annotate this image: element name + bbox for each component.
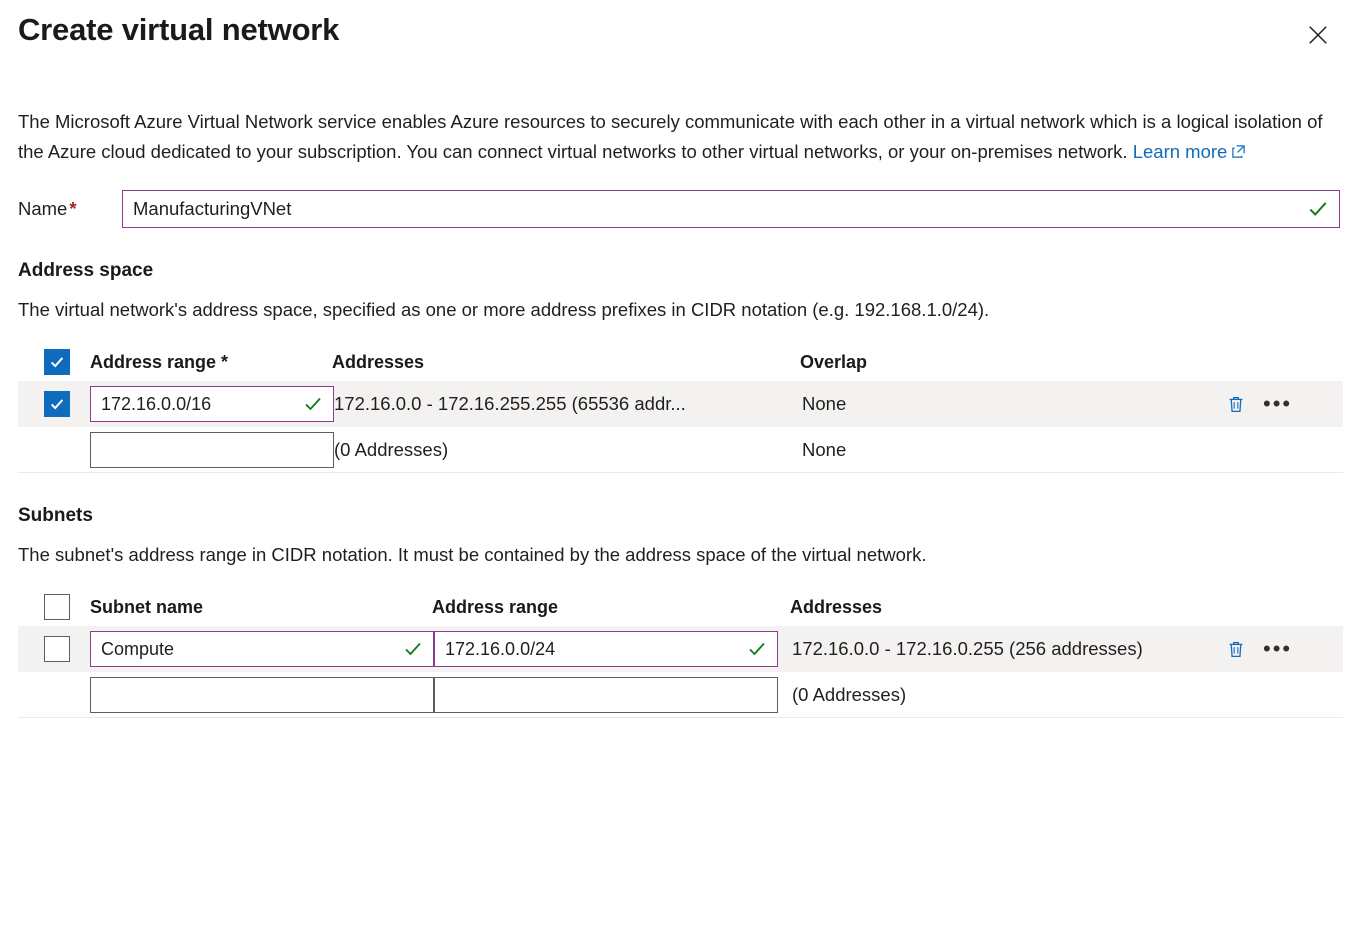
row-select-cell	[18, 391, 74, 417]
checkmark-icon	[747, 639, 777, 659]
subnet-range-field-wrapper[interactable]	[434, 631, 778, 667]
subnets-description: The subnet's address range in CIDR notation. It must be contained by the address space of the virtual network.	[18, 544, 927, 565]
checkmark-icon	[1307, 198, 1339, 220]
subnet-range-input[interactable]	[435, 632, 747, 666]
address-range-input[interactable]	[91, 387, 303, 421]
name-label	[18, 198, 122, 220]
name-row	[18, 190, 1345, 228]
table-row	[18, 381, 1343, 427]
address-range-row-checkbox[interactable]	[44, 391, 70, 417]
address-range-field-wrapper[interactable]	[90, 386, 334, 422]
checkmark-icon	[303, 394, 333, 414]
subnets-select-all-checkbox[interactable]	[44, 594, 70, 620]
column-header-addresses: Addresses	[332, 351, 425, 372]
name-field-wrapper[interactable]	[122, 190, 1340, 228]
subnets-table	[18, 588, 1343, 718]
address-range-cell	[74, 386, 334, 422]
name-input[interactable]	[123, 191, 1307, 227]
table-row	[18, 427, 1343, 473]
overlap-value: None	[802, 393, 847, 414]
learn-more-label: Learn more	[1132, 141, 1228, 162]
subnets-heading: Subnets	[18, 505, 93, 526]
panel-header	[18, 0, 1345, 52]
row-actions	[1223, 636, 1343, 662]
checkmark-icon	[403, 639, 433, 659]
row-actions	[1223, 391, 1343, 417]
column-header-subnet-address-range: Address range	[432, 596, 559, 617]
addresses-value: (0 Addresses)	[334, 438, 449, 460]
subnet-name-input-empty[interactable]	[91, 678, 433, 712]
column-header-overlap: Overlap	[800, 351, 868, 372]
column-header-subnet-name: Subnet name	[90, 596, 204, 617]
subnet-address-range-cell	[434, 631, 792, 667]
row-select-cell	[18, 636, 74, 662]
address-range-input-empty[interactable]	[91, 433, 333, 467]
subnet-addresses-value: 172.16.0.0 - 172.16.0.255 (256 addresses)	[792, 638, 1143, 659]
subnet-name-cell	[74, 677, 434, 713]
subnets-select-all-cell	[18, 594, 74, 620]
close-icon[interactable]	[1301, 18, 1335, 52]
page-title: Create virtual network	[18, 12, 340, 47]
close-glyph	[1307, 23, 1329, 47]
name-required-marker: *	[69, 198, 77, 219]
column-header-address-range: Address range *	[90, 351, 229, 372]
subnet-name-field-wrapper[interactable]	[90, 631, 434, 667]
address-space-description: The virtual network's address space, specified as one or more address prefixes in CIDR notation (e.g. 192.168.1.0/24).	[18, 299, 990, 320]
subnet-addresses-value: (0 Addresses)	[792, 683, 907, 705]
subnet-name-cell	[74, 631, 434, 667]
addresses-value: 172.16.0.0 - 172.16.255.255 (65536 addr...	[334, 393, 686, 414]
intro-paragraph	[18, 107, 1338, 168]
trash-icon[interactable]	[1223, 391, 1249, 417]
intro-text: The Microsoft Azure Virtual Network service enables Azure resources to securely communicate with each other in a virtual network which is a logical isolation of the Azure cloud dedicated to your subscription. You can connect virtual networks to other virtual networks, or your on-premises network.	[18, 111, 1323, 162]
ellipsis-icon[interactable]: •••	[1263, 391, 1293, 416]
overlap-value: None	[802, 438, 847, 460]
subnet-row-checkbox[interactable]	[44, 636, 70, 662]
table-row	[18, 626, 1343, 672]
subnet-name-input[interactable]	[91, 632, 403, 666]
column-header-subnet-addresses: Addresses	[790, 596, 883, 617]
address-range-cell	[74, 432, 334, 468]
table-row	[18, 672, 1343, 718]
address-space-header-row	[18, 343, 1343, 381]
subnet-range-field-wrapper-empty[interactable]	[434, 677, 778, 713]
subnet-range-input-empty[interactable]	[435, 678, 777, 712]
trash-icon[interactable]	[1223, 636, 1249, 662]
name-label-text: Name	[18, 198, 68, 219]
subnets-header-row	[18, 588, 1343, 626]
address-space-heading: Address space	[18, 260, 154, 281]
learn-more-link[interactable]	[1133, 141, 1228, 162]
address-space-select-all-cell	[18, 349, 74, 375]
external-link-icon	[1231, 138, 1246, 168]
subnet-name-field-wrapper-empty[interactable]	[90, 677, 434, 713]
address-range-field-wrapper-empty[interactable]	[90, 432, 334, 468]
ellipsis-icon[interactable]: •••	[1263, 636, 1293, 661]
address-space-select-all-checkbox[interactable]	[44, 349, 70, 375]
subnet-address-range-cell	[434, 677, 792, 713]
address-space-table	[18, 343, 1343, 473]
